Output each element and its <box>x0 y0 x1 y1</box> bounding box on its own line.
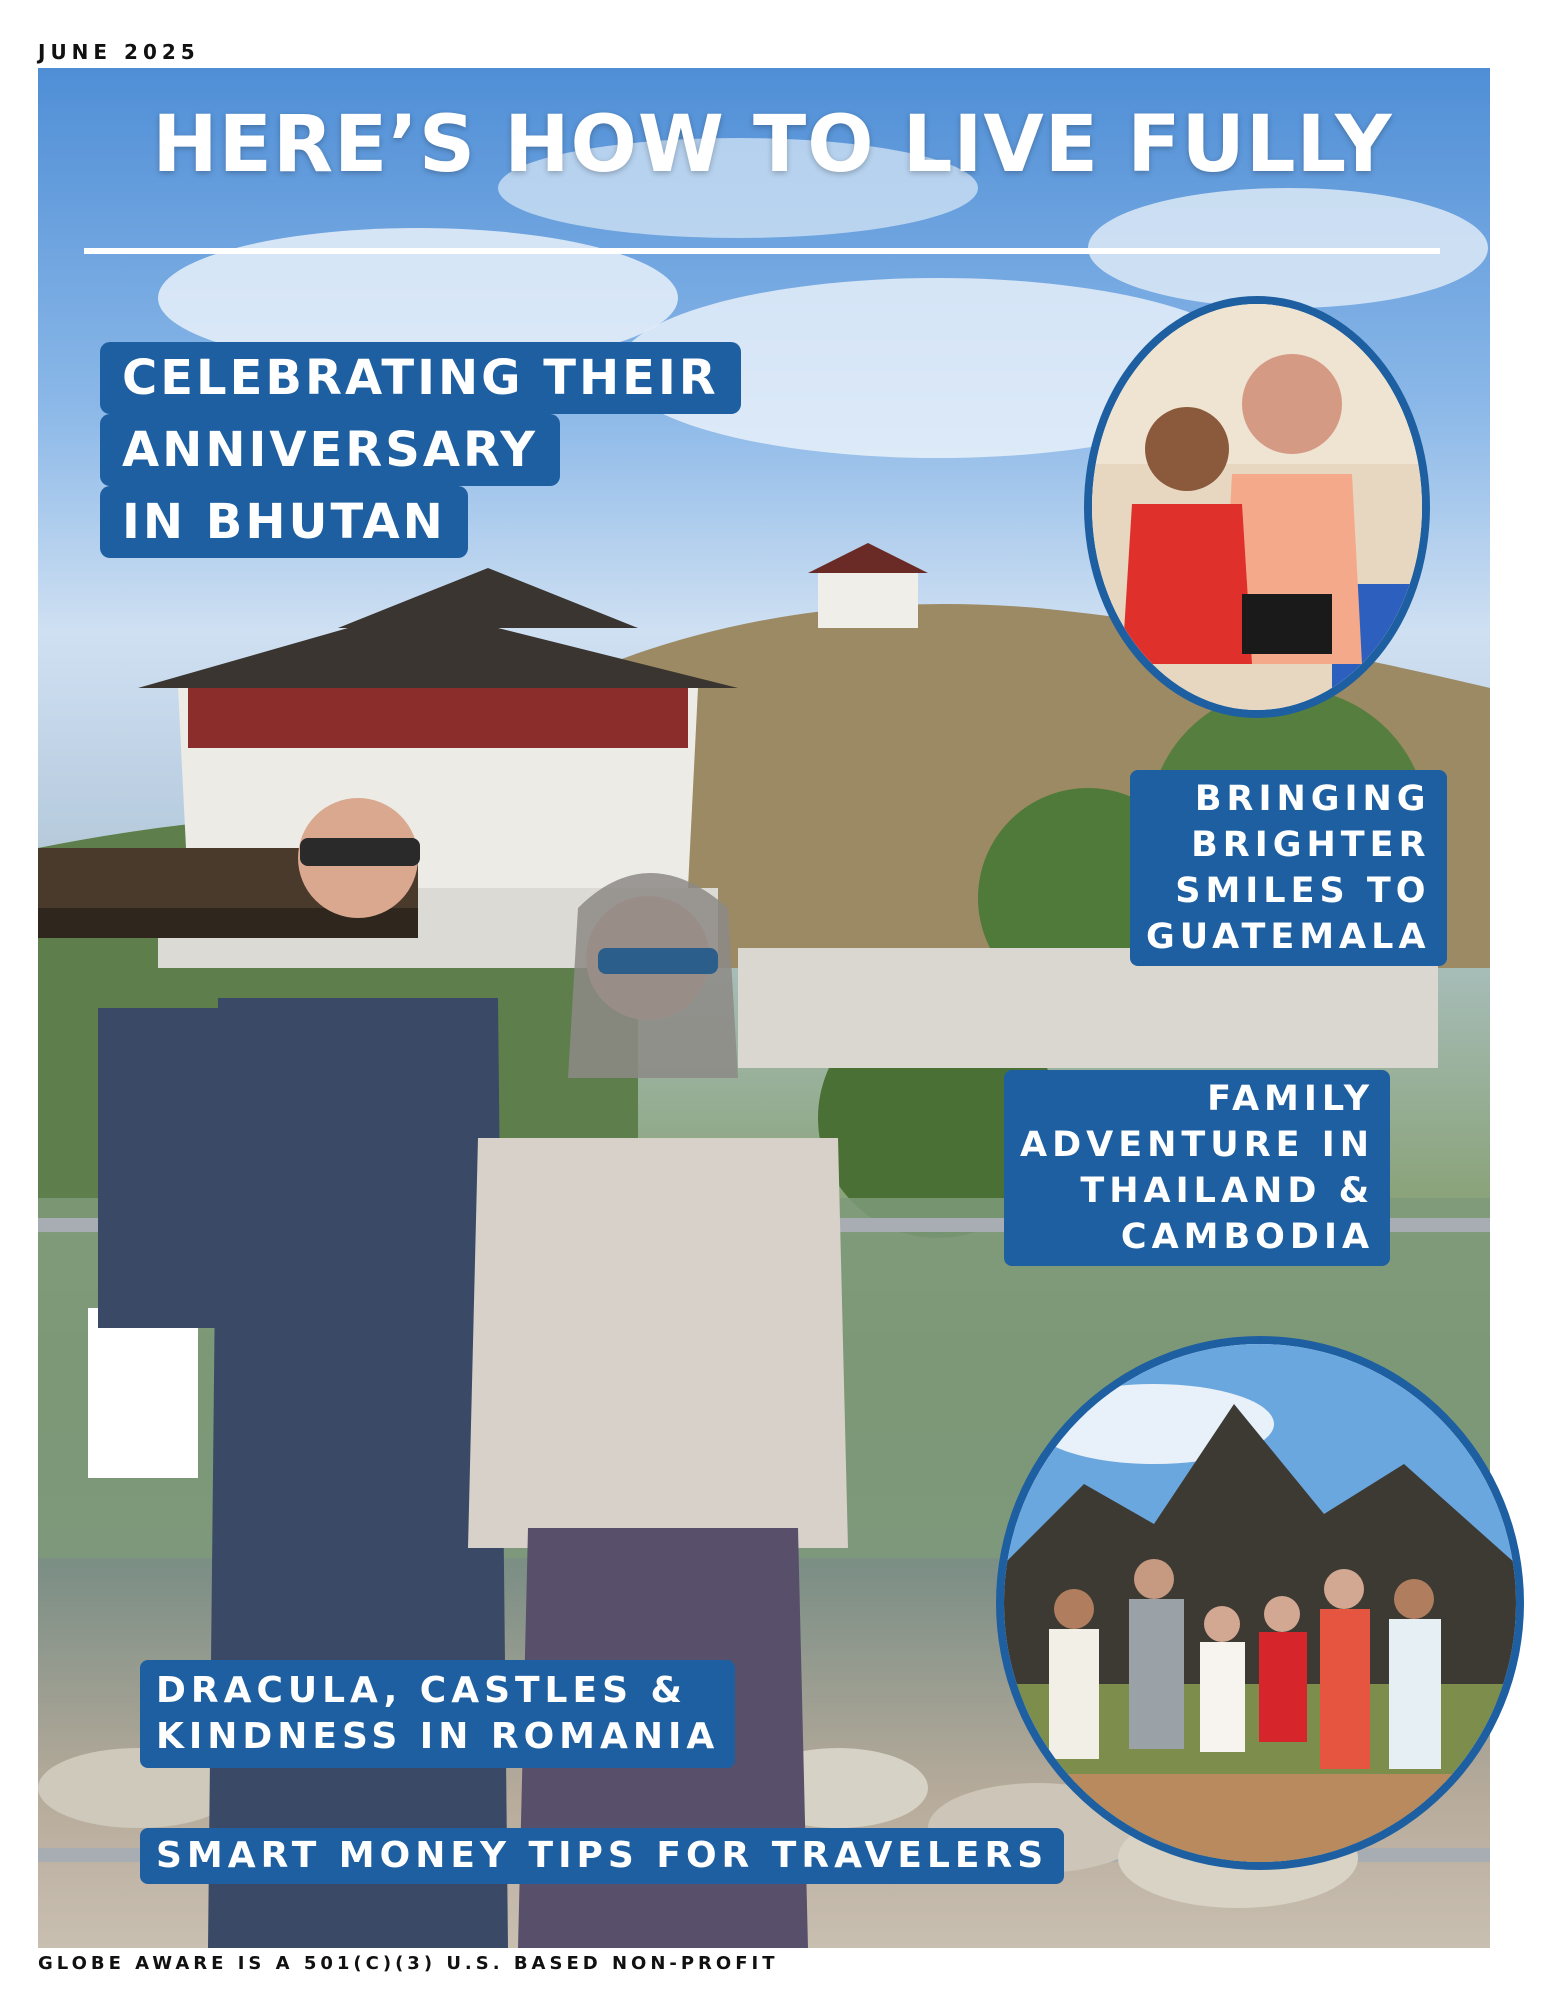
story-thailand-line: CAMBODIA <box>1120 1217 1375 1257</box>
story-guatemala[interactable] <box>1130 770 1447 966</box>
cover-headline: HERE’S HOW TO LIVE FULLY <box>152 100 1393 190</box>
story-romania-line: DRACULA, CASTLES & <box>156 1670 687 1711</box>
story-guatemala-line: SMILES TO <box>1175 871 1431 911</box>
story-thailand-cambodia[interactable] <box>1004 1070 1390 1266</box>
lead-story-line: ANNIVERSARY <box>100 414 560 486</box>
guatemala-photo-illustration <box>1092 304 1422 710</box>
lead-story-bhutan[interactable] <box>100 342 741 558</box>
story-thailand-line: THAILAND & <box>1080 1171 1375 1211</box>
story-thailand-line: FAMILY <box>1207 1079 1375 1119</box>
issue-date: JUNE 2025 <box>38 40 200 64</box>
cambodia-photo-illustration <box>1004 1344 1516 1862</box>
story-money-tips[interactable] <box>140 1828 1064 1884</box>
story-guatemala-line: GUATEMALA <box>1146 917 1431 957</box>
story-romania-line: KINDNESS IN ROMANIA <box>156 1716 720 1757</box>
footer-nonprofit-note: GLOBE AWARE IS A 501(C)(3) U.S. BASED NON-PROFIT <box>38 1953 779 1974</box>
story-money-line: SMART MONEY TIPS FOR TRAVELERS <box>156 1835 1049 1876</box>
headline-divider <box>84 248 1440 254</box>
story-romania[interactable] <box>140 1660 735 1768</box>
guatemala-photo <box>1084 296 1430 718</box>
lead-story-line: CELEBRATING THEIR <box>100 342 741 414</box>
story-guatemala-line: BRIGHTER <box>1191 825 1431 865</box>
cambodia-photo <box>996 1336 1524 1870</box>
lead-story-line: IN BHUTAN <box>100 486 468 558</box>
story-thailand-line: ADVENTURE IN <box>1020 1125 1375 1165</box>
story-guatemala-line: BRINGING <box>1194 779 1431 819</box>
